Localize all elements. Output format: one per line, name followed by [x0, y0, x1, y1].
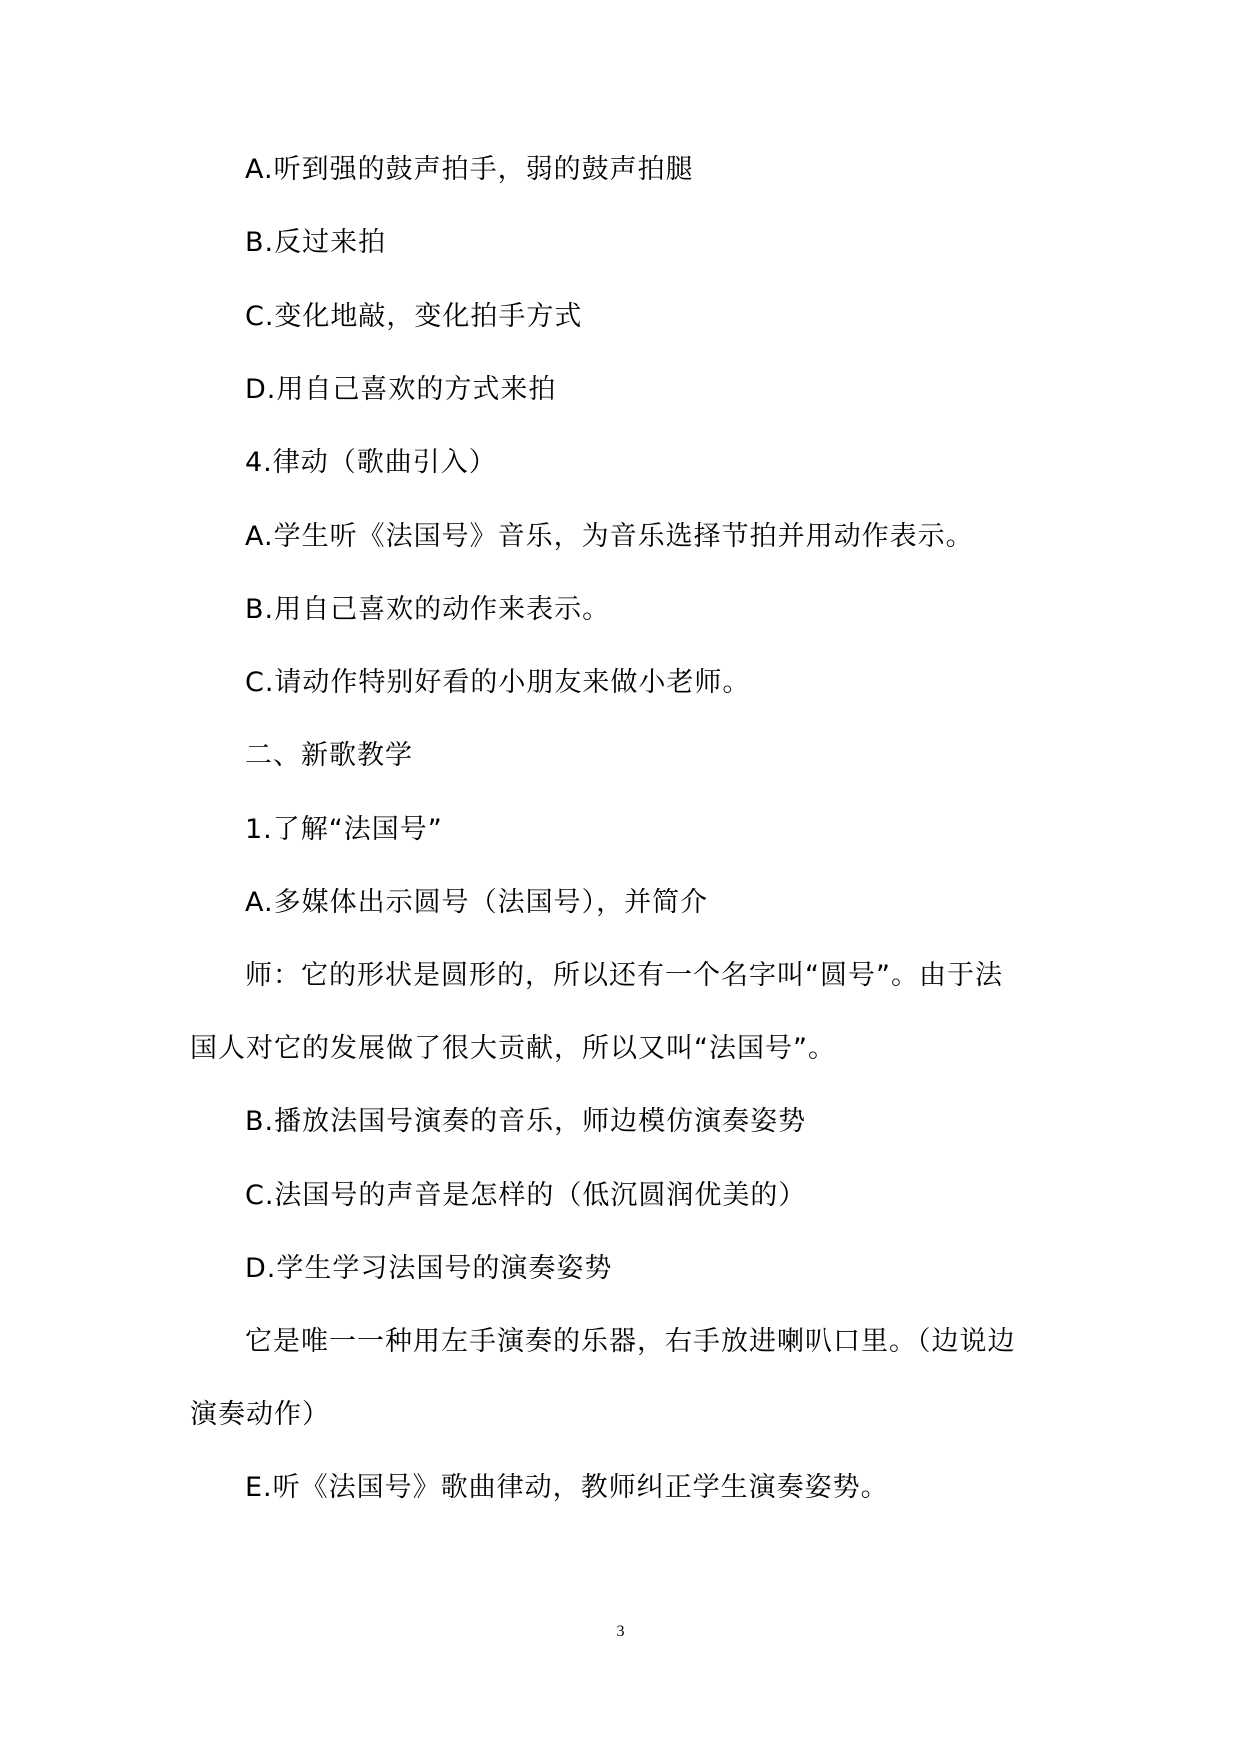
paragraph-line: C.法国号的声音是怎样的（低沉圆润优美的） [245, 1180, 807, 1211]
paragraph-line: 演奏动作） [190, 1399, 330, 1430]
paragraph-line: A.多媒体出示圆号（法国号），并简介 [245, 887, 709, 918]
paragraph-line: 师：它的形状是圆形的，所以还有一个名字叫“圆号”。由于法 [245, 960, 1003, 991]
section-heading: 4.律动（歌曲引入） [245, 447, 497, 478]
paragraph-line: C.请动作特别好看的小朋友来做小老师。 [245, 667, 751, 698]
paragraph-line: 国人对它的发展做了很大贡献，所以又叫“法国号”。 [190, 1033, 836, 1064]
paragraph-line: B.用自己喜欢的动作来表示。 [245, 594, 611, 625]
paragraph-line: A.学生听《法国号》音乐，为音乐选择节拍并用动作表示。 [245, 521, 974, 552]
paragraph-line: B.反过来拍 [245, 227, 387, 258]
paragraph-line: E.听《法国号》歌曲律动，教师纠正学生演奏姿势。 [245, 1472, 889, 1503]
section-heading: 二、新歌教学 [245, 740, 413, 771]
paragraph-line: C.变化地敲，变化拍手方式 [245, 301, 583, 332]
paragraph-line: D.用自己喜欢的方式来拍 [245, 374, 557, 405]
page-number: 3 [616, 1623, 625, 1640]
section-heading: 1.了解“法国号” [245, 814, 443, 845]
paragraph-line: B.播放法国号演奏的音乐，师边模仿演奏姿势 [245, 1106, 807, 1137]
paragraph-line: 它是唯一一种用左手演奏的乐器，右手放进喇叭口里。（边说边 [245, 1326, 1016, 1357]
paragraph-line: A.听到强的鼓声拍手，弱的鼓声拍腿 [245, 154, 694, 185]
paragraph-line: D.学生学习法国号的演奏姿势 [245, 1253, 613, 1284]
